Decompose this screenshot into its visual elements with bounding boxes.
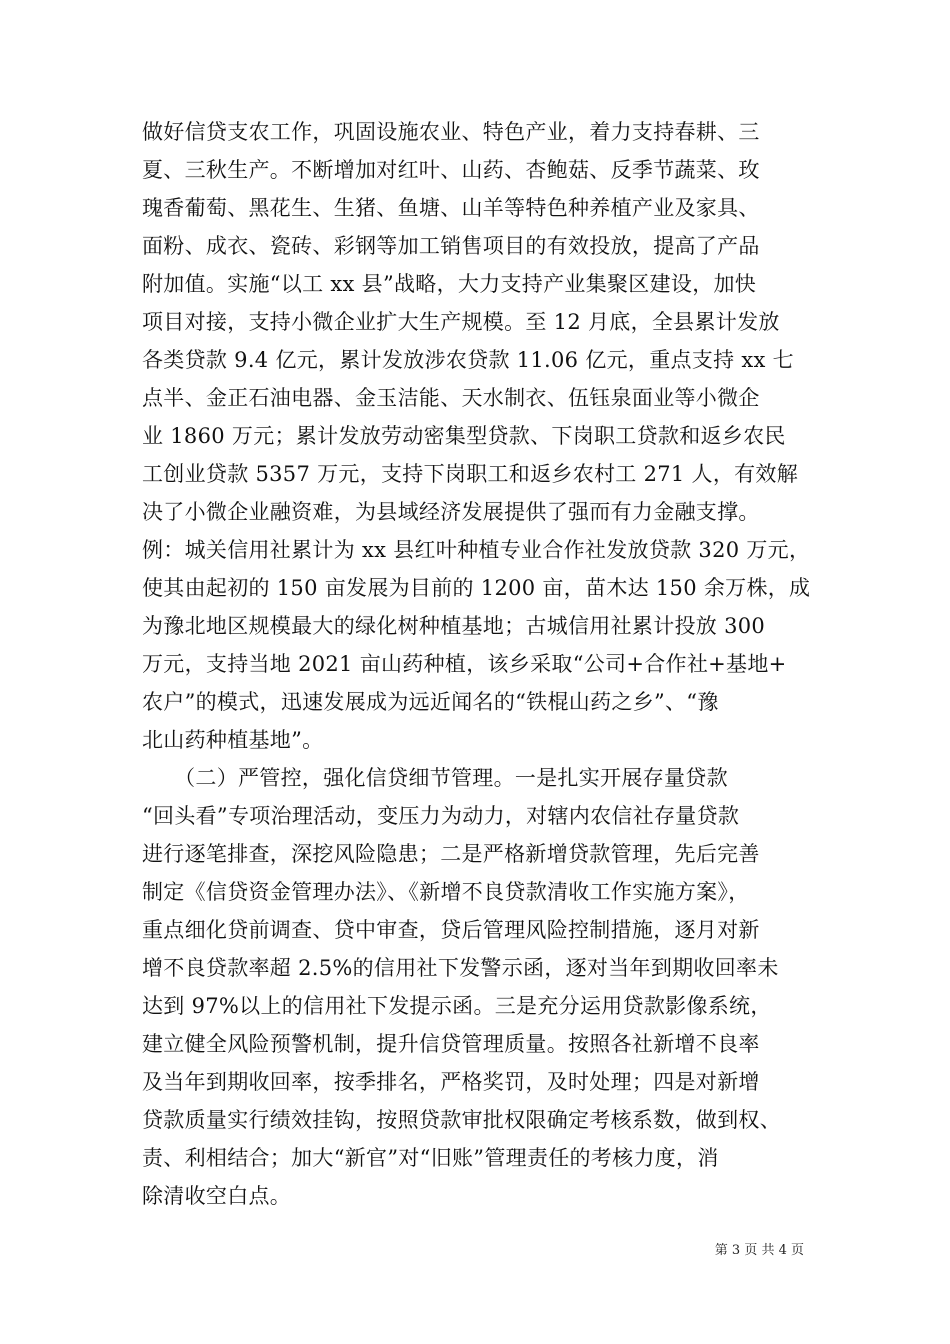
body-line: 北山药种植基地”。 [142, 728, 324, 752]
body-line: 做好信贷支农工作，巩固设施农业、特色产业，着力支持春耕、三 [142, 120, 760, 144]
body-line: 除清收空白点。 [142, 1184, 292, 1208]
body-line: 责、利相结合；加大“新官”对“旧账”管理责任的考核力度，消 [142, 1146, 719, 1170]
page-number-footer: 第 3 页 共 4 页 [714, 1243, 804, 1258]
body-line: 万元，支持当地 2021 亩山药种植，该乡采取“公司+合作社+基地+ [142, 652, 787, 676]
body-line: 面粉、成衣、瓷砖、彩钢等加工销售项目的有效投放，提高了产品 [142, 234, 760, 258]
body-line: 及当年到期收回率，按季排名，严格奖罚，及时处理；四是对新增 [142, 1070, 760, 1094]
body-line: 农户”的模式，迅速发展成为远近闻名的“铁棍山药之乡”、“豫 [142, 690, 719, 714]
body-line: 重点细化贷前调查、贷中审查，贷后管理风险控制措施，逐月对新 [142, 918, 760, 942]
body-line: 贷款质量实行绩效挂钩，按照贷款审批权限确定考核系数，做到权、 [142, 1108, 781, 1132]
body-line: “回头看”专项治理活动，变压力为动力，对辖内农信社存量贷款 [142, 804, 740, 828]
body-line: 制定《信贷资金管理办法》、《新增不良贷款清收工作实施方案》， [142, 880, 750, 904]
body-line: 决了小微企业融资难，为县域经济发展提供了强而有力金融支撑。 [142, 500, 760, 524]
body-line: 增不良贷款率超 2.5%的信用社下发警示函，逐对当年到期收回率未 [142, 956, 779, 980]
body-line: 夏、三秋生产。不断增加对红叶、山药、杏鲍菇、反季节蔬菜、玫 [142, 158, 760, 182]
body-line: 建立健全风险预警机制，提升信贷管理质量。按照各社新增不良率 [142, 1032, 760, 1056]
body-line: 使其由起初的 150 亩发展为目前的 1200 亩，苗木达 150 余万株，成 [142, 576, 811, 600]
body-line: 工创业贷款 5357 万元，支持下岗职工和返乡农村工 271 人，有效解 [142, 462, 799, 486]
body-line: 瑰香葡萄、黑花生、生猪、鱼塘、山羊等特色种养植产业及家具、 [142, 196, 760, 220]
body-line: 例：城关信用社累计为 xx 县红叶种植专业合作社发放贷款 320 万元， [142, 538, 811, 562]
section-heading-line: （二）严管控，强化信贷细节管理。一是扎实开展存量贷款 [142, 766, 728, 790]
body-line: 附加值。实施“以工 xx 县”战略，大力支持产业集聚区建设，加快 [142, 272, 757, 296]
body-line: 进行逐笔排查，深挖风险隐患；二是严格新增贷款管理，先后完善 [142, 842, 760, 866]
body-line: 点半、金正石油电器、金玉洁能、天水制衣、伍钰泉面业等小微企 [142, 386, 760, 410]
body-line: 达到 97%以上的信用社下发提示函。三是充分运用贷款影像系统， [142, 994, 772, 1018]
body-line: 项目对接，支持小微企业扩大生产规模。至 12 月底，全县累计发放 [142, 310, 780, 334]
body-line: 业 1860 万元；累计发放劳动密集型贷款、下岗职工贷款和返乡农民 [142, 424, 786, 448]
body-line: 为豫北地区规模最大的绿化树种植基地；古城信用社累计投放 300 [142, 614, 766, 638]
body-line: 各类贷款 9.4 亿元，累计发放涉农贷款 11.06 亿元，重点支持 xx 七 [142, 348, 794, 372]
